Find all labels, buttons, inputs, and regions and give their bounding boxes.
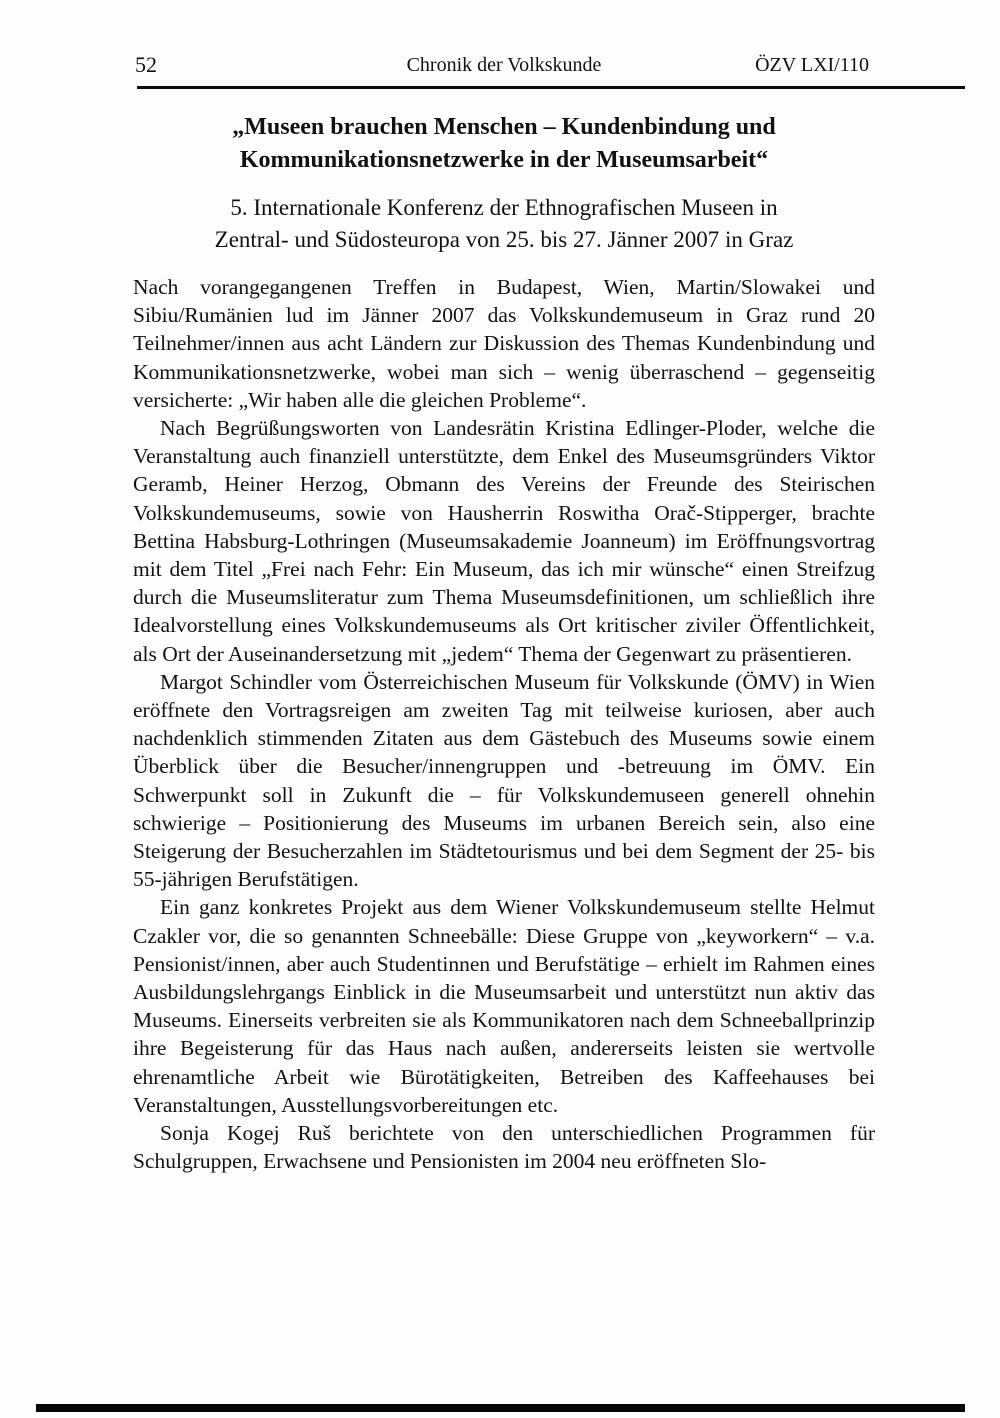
- header-rule: [137, 86, 965, 89]
- article-subtitle-line2: Zentral- und Südosteuropa von 25. bis 27. Jänner 2007 in Graz: [214, 227, 794, 252]
- article-title-line1: „Museen brauchen Menschen – Kundenbindung und: [232, 114, 776, 140]
- paragraph: Nach vorangegangenen Treffen in Budapest, Wien, Martin/Slowakei und Sibiu/Rumänien lud im Jänner 2007 das Volkskundemuseum in Graz rund 20 Teilnehmer/innen aus acht Ländern zur Diskussion des Themas Kundenbindung und Kommunikationsnetzwerke, wobei man sich – wenig überraschend – gegenseitig versicherte: „Wir haben alle die gleichen Probleme“.: [133, 275, 875, 412]
- article: [133, 111, 875, 1176]
- running-header: [133, 52, 875, 80]
- journal-title: Chronik der Volkskunde: [406, 54, 602, 76]
- article-body: [133, 273, 875, 1176]
- paragraph: Nach Begrüßungsworten von Landesrätin Kristina Edlinger-Ploder, welche die Veranstaltung auch finanziell unterstützte, dem Enkel des Museumsgründers Viktor Geramb, Heiner Herzog, Obmann des Vereins der Freunde des Steirischen Volkskundemuseums, sowie von Hausherrin Roswitha Orač-Stipperger, brachte Bettina Habsburg-Lothringen (Museumsakademie Joanneum) im Eröffnungsvortrag mit dem Titel „Frei nach Fehr: Ein Museum, das ich mir wünsche“ einen Streifzug durch die Museumsliteratur zum Thema Museumsdefinitionen, um schließlich ihre Idealvorstellung eines Volkskundemuseums als Ort kritischer ziviler Öffentlichkeit, als Ort der Auseinandersetzung mit „jedem“ Thema der Gegenwart zu präsentieren.: [133, 416, 875, 666]
- page-number: 52: [135, 52, 157, 77]
- article-title: [133, 111, 875, 177]
- paragraph: Sonja Kogej Ruš berichtete von den unterschiedlichen Programmen für Schulgruppen, Erwachsene und Pensionisten im 2004 neu eröffneten Slo-: [133, 1121, 875, 1174]
- scan-artifact-bar: [36, 1404, 965, 1412]
- article-title-line2: Kommunikationsnetzwerke in der Museumsarbeit“: [239, 147, 769, 173]
- article-subtitle-line1: 5. Internationale Konferenz der Ethnografischen Museen in: [230, 195, 778, 220]
- paragraph: Ein ganz konkretes Projekt aus dem Wiener Volkskundemuseum stellte Helmut Czakler vor, die so genannten Schneebälle: Diese Gruppe von „keyworkern“ – v.a. Pensionist/innen, aber auch Studentinnen und Berufstätige – erhielt im Rahmen eines Ausbildungslehrgangs Einblick in die Museumsarbeit und unterstützt nun aktiv das Museums. Einerseits verbreiten sie als Kommunikatoren nach dem Schneeballprinzip ihre Begeisterung für das Haus nach außen, andererseits leisten sie wertvolle ehrenamtliche Arbeit wie Bürotätigkeiten, Betreiben des Kaffeehauses bei Veranstaltungen, Ausstellungsvorbereitungen etc.: [133, 895, 875, 1117]
- paragraph: Margot Schindler vom Österreichischen Museum für Volkskunde (ÖMV) in Wien eröffnete den Vortragsreigen am zweiten Tag mit teilweise kuriosen, aber auch nachdenklich stimmenden Zitaten aus dem Gästebuch des Museums sowie einem Überblick über die Besucher/innengruppen und -betreuung im ÖMV. Ein Schwerpunkt soll in Zukunft die – für Volkskundemuseen generell ohnehin schwierige – Positionierung des Museums im urbanen Bereich sein, also eine Steigerung der Besucherzahlen im Städtetourismus und bei dem Segment der 25- bis 55-jährigen Berufstätigen.: [133, 669, 875, 892]
- article-subtitle: [133, 192, 875, 256]
- issue-label: ÖZV LXI/110: [755, 54, 869, 76]
